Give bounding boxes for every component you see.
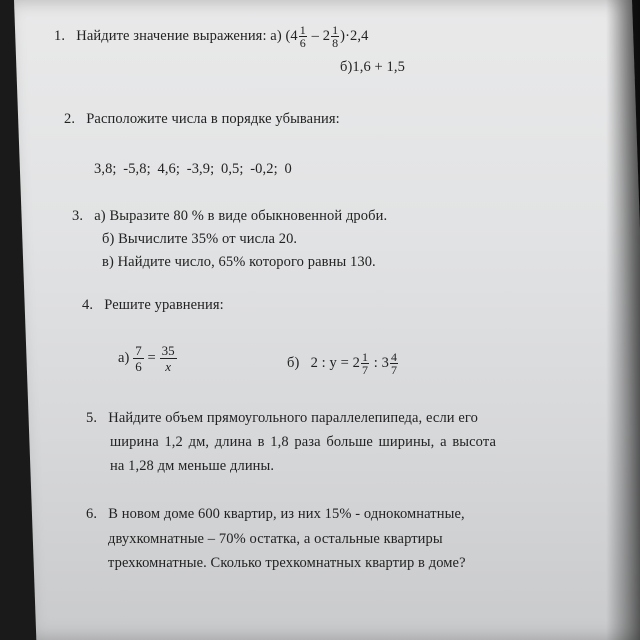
task-1-line-b: б)1,6 + 1,5 bbox=[340, 59, 405, 75]
task-5-line-3: на 1,28 дм меньше длины. bbox=[110, 458, 275, 474]
task-1-minus: – 2 bbox=[311, 27, 331, 44]
task-6-line-2: двухкомнатные – 70% остатка, а остальные квартиры bbox=[108, 531, 443, 547]
task-2-text: Расположите числа в порядке убывания: bbox=[86, 111, 340, 127]
task-3-a: а) Выразите 80 % в виде обыкновенной дроби. bbox=[94, 208, 388, 224]
task-3-b: б) Вычислите 35% от числа 20. bbox=[102, 231, 298, 247]
task-4-b-frac-1: $\frac{1}{7}$ bbox=[361, 350, 369, 378]
task-2-number: 2. bbox=[64, 111, 76, 127]
task-5-line-2: ширина 1,2 дм, длина в 1,8 раза больше ширины, а высота bbox=[110, 434, 496, 450]
task-4-equation-a bbox=[118, 340, 177, 376]
task-4-b-left: 2 : y = 2 bbox=[310, 355, 360, 371]
task-4-text: Решите уравнения: bbox=[104, 297, 224, 313]
task-4-a-equals: = bbox=[147, 350, 156, 366]
task-4-a-frac-right: $\frac{35}{x}$ bbox=[161, 343, 175, 375]
task-4-a-label: а) bbox=[118, 350, 130, 366]
task-2-numbers: 3,8; -5,8; 4,6; -3,9; 0,5; -0,2; 0 bbox=[94, 161, 292, 177]
task-5-number: 5. bbox=[86, 410, 98, 426]
task-4-b-label: б) bbox=[287, 355, 300, 371]
task-2-header bbox=[64, 110, 340, 128]
task-1-frac-2: $\frac{1}{8}$ bbox=[332, 23, 339, 50]
task-5-text-1: Найдите объем прямоугольного параллелепипеда, если его bbox=[108, 410, 478, 426]
task-1-tail: )·2,4 bbox=[340, 27, 369, 44]
task-4-number: 4. bbox=[82, 297, 94, 313]
task-4-a-frac-left: $\frac{7}{6}$ bbox=[135, 343, 142, 375]
task-3-number: 3. bbox=[72, 208, 84, 224]
task-6-line-1 bbox=[86, 505, 465, 523]
task-1-text: Найдите значение выражения: а) (4 bbox=[76, 27, 298, 44]
task-4-header bbox=[82, 296, 224, 314]
task-1-frac-1: $\frac{1}{6}$ bbox=[299, 23, 306, 50]
task-3-line-a bbox=[72, 207, 387, 225]
task-4-b-frac-2: $\frac{4}{7}$ bbox=[391, 350, 398, 378]
task-5-line-1 bbox=[86, 409, 478, 427]
task-6-line-3: трехкомнатные. Сколько трехкомнатных квартир в доме? bbox=[108, 555, 466, 571]
task-3-c: в) Найдите число, 65% которого равны 130. bbox=[102, 254, 376, 270]
task-1-line-a bbox=[54, 24, 368, 49]
task-6-number: 6. bbox=[86, 506, 98, 522]
task-4-b-mid: : 3 bbox=[373, 355, 390, 371]
task-6-text-1: В новом доме 600 квартир, из них 15% - однокомнатные, bbox=[108, 506, 465, 522]
task-4-equation-b bbox=[287, 348, 399, 378]
task-1-number: 1. bbox=[54, 27, 66, 44]
